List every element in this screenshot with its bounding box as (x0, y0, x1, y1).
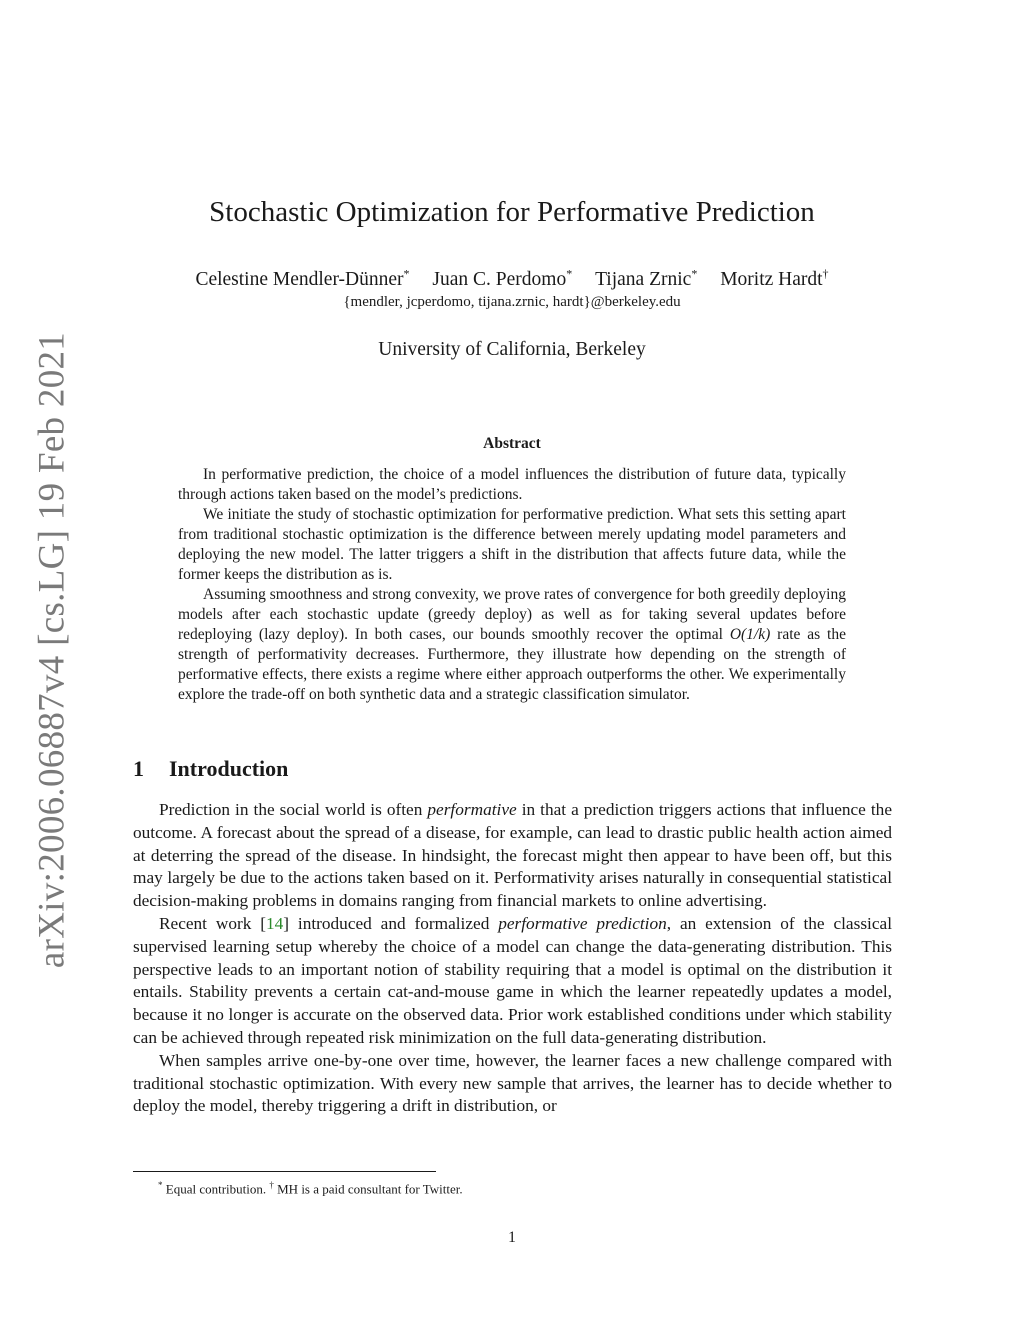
paper-title: Stochastic Optimization for Performative Prediction (209, 196, 815, 228)
math-expression: O(1/k) (729, 626, 771, 643)
abstract-heading: Abstract (483, 435, 541, 452)
author: Celestine Mendler-Dünner* (195, 266, 410, 290)
abstract-paragraph: Assuming smoothness and strong convexity, we prove rates of convergence for both greedily deploying models after each stochastic update (greedy deploy) as well as for taking several updates before redeploying (lazy deploy). In both cases, our bounds smoothly recover the optimal O(1/k) rate as the strength of performativity decreases. Furthermore, they illustrate how depending on the strength of performative effects, there exists a regime where either approach outperforms the other. We experimentally explore the trade-off on both synthetic data and a strategic classification simulator. (178, 586, 846, 703)
footnote: * Equal contribution. † MH is a paid consultant for Twitter. (158, 1180, 463, 1197)
arxiv-stamp: arXiv:2006.06887v4 [cs.LG] 19 Feb 2021 (31, 331, 73, 969)
section-number: 1 (133, 756, 144, 781)
author: Tijana Zrnic* (595, 266, 698, 290)
author: Moritz Hardt† (720, 266, 829, 290)
section-title: Introduction (169, 756, 289, 781)
abstract-body (178, 465, 846, 705)
section-heading (133, 756, 288, 782)
affiliation: University of California, Berkeley (378, 339, 646, 360)
introduction-body (133, 799, 892, 1118)
body-paragraph: Recent work [14] introduced and formalized performative prediction, an extension of the classical supervised learning setup whereby the choice of a model can change the data-generating distribution. This perspective leads to an important notion of stability requiring that a model is optimal on the distribution it entails. Stability prevents a certain cat-and-mouse game in which the learner repeatedly updates a model, because it no longer is accurate on the observed data. Prior work established conditions under which stability can be achieved through repeated risk minimization on the full data-generating distribution. (133, 913, 892, 1047)
abstract-paragraph: In performative prediction, the choice of a model influences the distribution of future data, typically through actions taken based on the model’s predictions. (178, 466, 846, 503)
author: Juan C. Perdomo* (432, 266, 573, 290)
body-paragraph: Prediction in the social world is often performative in that a prediction triggers actions that influence the outcome. A forecast about the spread of a disease, for example, can lead to drastic public health action aimed at deterring the spread of the disease. In hindsight, the forecast might then appear to have been off, but this may largely be due to the actions taken based on it. Performativity arises naturally in consequential statistical decision-making problems in domains ranging from financial markets to online advertising. (133, 800, 892, 911)
author-list (0, 266, 1024, 291)
author-emails: {mendler, jcperdomo, tijana.zrnic, hardt}@berkeley.edu (343, 294, 681, 310)
body-paragraph: When samples arrive one-by-one over time, however, the learner faces a new challenge compared with traditional stochastic optimization. With every new sample that arrives, the learner has to decide whether to deploy the model, thereby triggering a drift in distribution, or (133, 1050, 892, 1116)
footnote-divider (133, 1171, 436, 1172)
abstract-paragraph: We initiate the study of stochastic optimization for performative prediction. What sets this setting apart from traditional stochastic optimization is the difference between merely updating model parameters and deploying the new model. The latter triggers a shift in the distribution that affects future data, while the former keeps the distribution as is. (178, 506, 846, 583)
citation-link[interactable]: 14 (266, 913, 284, 933)
page-number: 1 (508, 1229, 516, 1246)
